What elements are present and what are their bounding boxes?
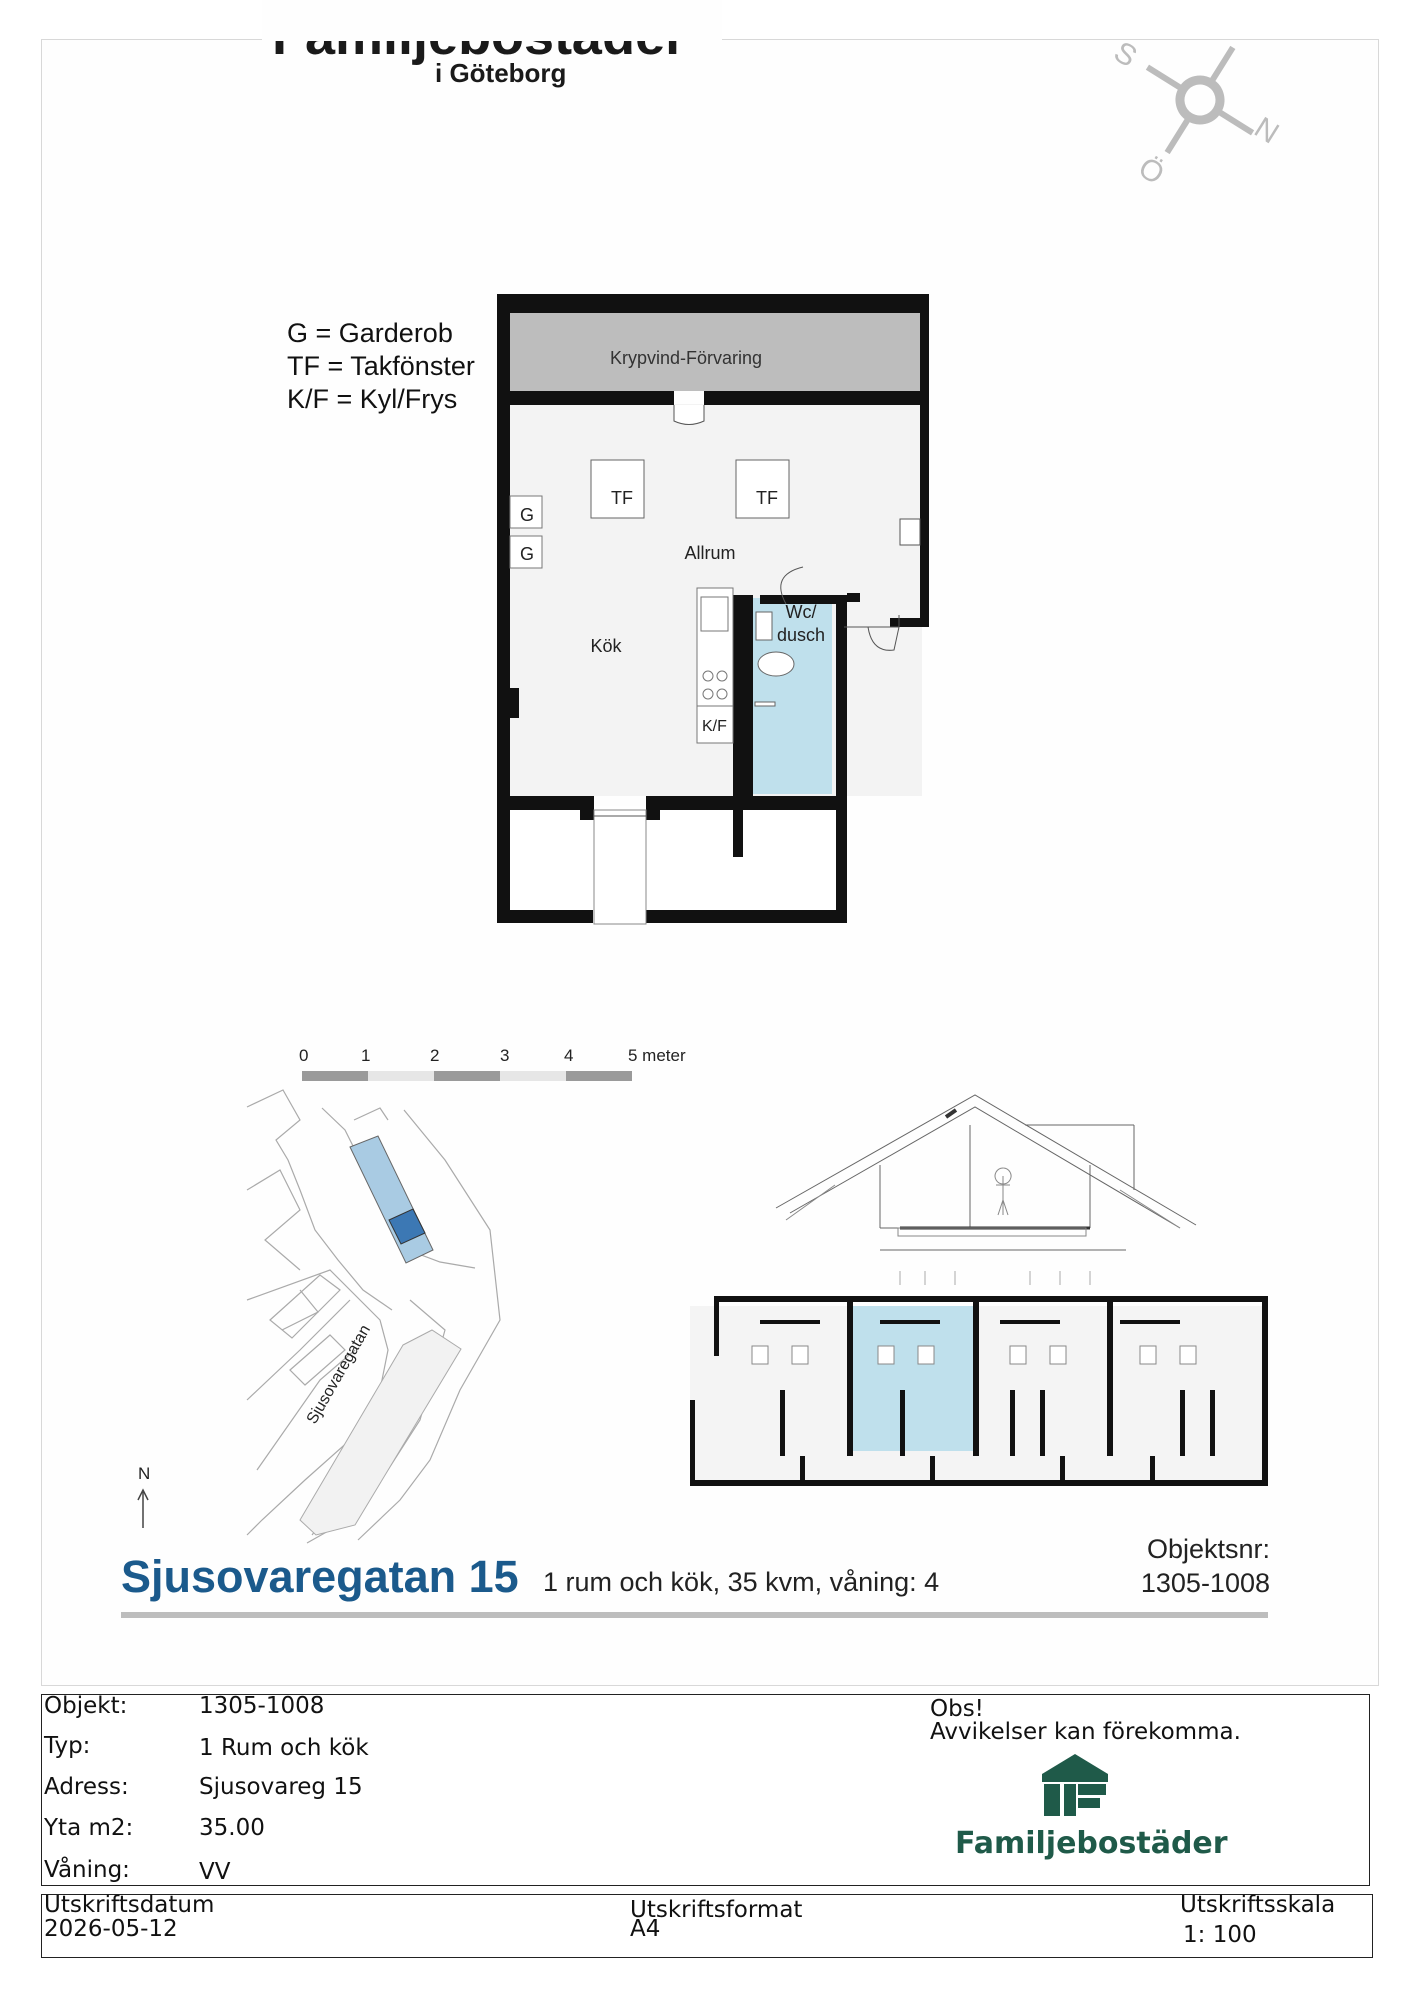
compass-rose-icon bbox=[1115, 15, 1286, 186]
fridge-label: K/F bbox=[702, 718, 727, 735]
note-title: Obs! bbox=[930, 1696, 984, 1722]
info-value-area: 35.00 bbox=[199, 1815, 265, 1841]
kitchen-label: Kök bbox=[590, 636, 622, 656]
brand-name: Familjebostäder bbox=[955, 1826, 1228, 1861]
living-room-label: Allrum bbox=[684, 543, 736, 563]
info-value-object: 1305-1008 bbox=[199, 1693, 325, 1719]
wardrobe-label: G bbox=[520, 544, 535, 564]
legend-item: K/F = Kyl/Frys bbox=[287, 384, 458, 414]
bathroom-label: Wc/ bbox=[785, 602, 817, 622]
info-value-floor: VV bbox=[199, 1859, 231, 1885]
scale-bar bbox=[299, 1046, 686, 1081]
scale-tick: 5 meter bbox=[628, 1046, 686, 1065]
info-label-area: Yta m2: bbox=[44, 1815, 134, 1841]
info-value-address: Sjusovareg 15 bbox=[199, 1774, 363, 1800]
building-floor-overview bbox=[690, 1296, 1268, 1486]
legend-item: TF = Takfönster bbox=[287, 351, 475, 381]
legend-item: G = Garderob bbox=[287, 318, 453, 348]
skylight-label: TF bbox=[756, 488, 778, 508]
scale-tick: 1 bbox=[361, 1046, 371, 1065]
object-number-label: Objektsnr: bbox=[1146, 1534, 1270, 1564]
bathroom-label: dusch bbox=[776, 625, 826, 645]
section-dimension-marks bbox=[900, 1271, 1090, 1285]
overview-unit-highlight bbox=[847, 1306, 977, 1451]
site-building bbox=[350, 1136, 433, 1263]
floor-plan bbox=[497, 294, 929, 924]
scale-tick: 3 bbox=[500, 1046, 510, 1065]
north-label: N bbox=[138, 1464, 151, 1483]
info-value-type: 1 Rum och kök bbox=[199, 1735, 369, 1761]
print-date-value: 2026-05-12 bbox=[44, 1916, 178, 1942]
street-title: Sjusovaregatan 15 bbox=[121, 1551, 519, 1602]
scale-tick: 2 bbox=[430, 1046, 440, 1065]
print-format-label: Utskriftsformat bbox=[630, 1897, 803, 1923]
info-label-floor: Våning: bbox=[44, 1857, 130, 1883]
site-street-label: Sjusovaregatan bbox=[303, 1322, 375, 1427]
site-plan bbox=[138, 1090, 500, 1543]
title-underline bbox=[121, 1612, 1268, 1618]
print-format-value: A4 bbox=[630, 1916, 661, 1942]
info-label-type: Typ: bbox=[44, 1733, 91, 1759]
info-label-object: Objekt: bbox=[44, 1693, 128, 1719]
scale-tick: 4 bbox=[564, 1046, 574, 1065]
building-section bbox=[776, 1095, 1196, 1250]
header-logo-subtext: i Göteborg bbox=[435, 58, 567, 88]
print-scale-value: 1: 100 bbox=[1183, 1922, 1257, 1948]
print-date-label: Utskriftsdatum bbox=[44, 1892, 215, 1918]
note-text: Avvikelser kan förekomma. bbox=[930, 1719, 1241, 1745]
info-label-address: Adress: bbox=[44, 1774, 129, 1800]
compass-south-letter: S bbox=[1108, 35, 1143, 74]
print-scale-label: Utskriftsskala bbox=[1180, 1892, 1336, 1918]
legend bbox=[287, 318, 475, 414]
header-logo bbox=[262, 0, 722, 88]
compass-north-letter: N bbox=[1248, 111, 1285, 151]
skylight-label: TF bbox=[611, 488, 633, 508]
object-number-value: 1305-1008 bbox=[1140, 1568, 1270, 1598]
apartment-summary: 1 rum och kök, 35 kvm, våning: 4 bbox=[543, 1567, 940, 1597]
storage-room-label: Krypvind-Förvaring bbox=[609, 348, 763, 368]
scale-tick: 0 bbox=[299, 1046, 309, 1065]
wardrobe-label: G bbox=[520, 505, 535, 525]
familjebostader-logo-icon bbox=[1040, 1752, 1110, 1818]
compass-east-letter: Ö bbox=[1132, 151, 1170, 192]
